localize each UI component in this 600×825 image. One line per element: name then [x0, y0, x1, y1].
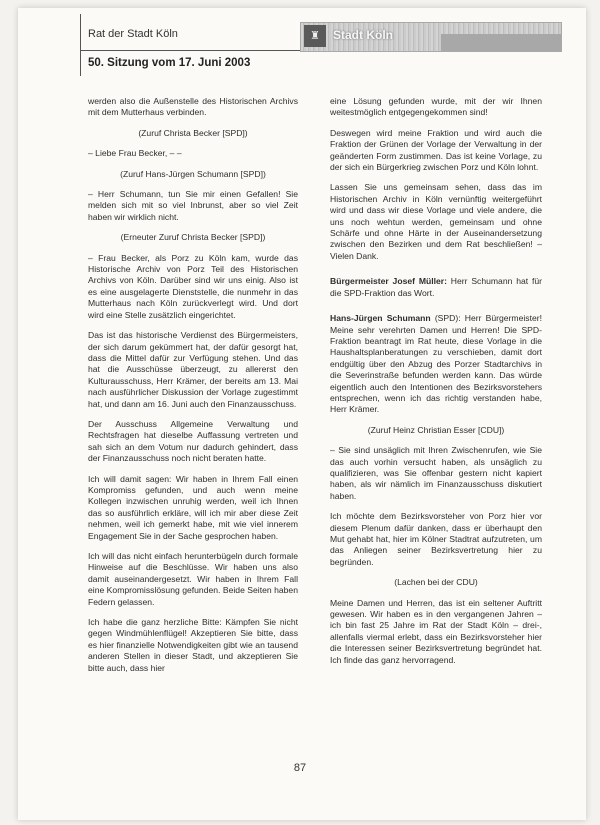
session-title: 50. Sitzung vom 17. Juni 2003: [88, 57, 251, 69]
page-number: 87: [293, 762, 307, 774]
interjection: (Erneuter Zuruf Christa Becker [SPD]): [120, 232, 266, 243]
paragraph: – Herr Schumann, tun Sie mir einen Gefallen! Sie melden sich mit so viel Inbrunst, aber so viel Zeit haben wir wirklich nicht.: [88, 189, 298, 222]
right-column: [330, 96, 542, 675]
speaker-name: Hans-Jürgen Schumann: [330, 313, 431, 324]
paragraph: Ich will damit sagen: Wir haben in Ihrem Fall einen Kompromiss gefunden, und auch wenn meine Kollegen inzwischen unruhig werden, weil ich Ihnen das so ausführlich erkläre, will ich mir aber diese Zeit nehmen, weil ich gemerkt habe, mit wie viel innerem Engagement Sie in der Sache gesprochen haben.: [88, 473, 298, 541]
header-rule-vertical: [80, 14, 81, 76]
speaker-name: Bürgermeister Josef Müller:: [330, 276, 447, 287]
left-column: [88, 96, 298, 683]
paragraph: Das ist das historische Verdienst des Bürgermeisters, der sich darum gekümmert hat, der dafür gesorgt hat, dass die Mittel dafür zur Verfügung stehen. Und das hat die Ausschüsse überzeugt, zu allererst den Kulturausschuss, Herr Krämer, der bereits am 13. Mai nach ausführlicher Diskussion der Vorlage zugestimmt hat, und dann am 16. Juni auch den Finanzausschuss.: [88, 330, 298, 409]
interjection: (Zuruf Heinz Christian Esser [CDU]): [367, 424, 505, 435]
city-banner: [300, 22, 562, 52]
interjection: (Zuruf Christa Becker [SPD]): [138, 127, 248, 138]
paragraph: Ich will das nicht einfach herunterbügeln durch formale Hinweise auf die Beschlüsse. Wir haben uns also damit auseinandergesetzt. Wir haben in Ihrem Fall eine Kompromisslösung gefunden. Beide Seiten haben Federn gelassen.: [88, 551, 298, 607]
speaker-speech: [330, 313, 542, 416]
council-name: Rat der Stadt Köln: [88, 28, 178, 40]
banner-text: Stadt Köln: [333, 28, 393, 42]
paragraph-text: Herr Schumann hat für die SPD-Fraktion das Wort.: [330, 276, 542, 298]
cathedral-skyline-icon: [441, 27, 561, 51]
interjection: (Lachen bei der CDU): [394, 577, 478, 588]
paragraph: Meine Damen und Herren, das ist ein seltener Auftritt gewesen. Wir haben es in den vergangenen Jahren – ich bin fast 25 Jahre im Rat der Stadt Köln – drei-, allenfalls viermal erlebt, dass ein Bezirksvorsteher hier die Interessen seiner Bezirksvertretung begründet hat. Ich finde das ganz hervorragend.: [330, 597, 542, 665]
paragraph: Ich möchte dem Bezirksvorsteher von Porz hier vor diesem Plenum dafür danken, dass er überhaupt den Mut gehabt hat, hier im Kölner Stadtrat aufzutreten, um das Anliegen seiner Bezirksvertretung hier zu begründen.: [330, 511, 542, 567]
paragraph: Der Ausschuss Allgemeine Verwaltung und Rechtsfragen hat dieselbe Auffassung vertreten und sah sich an dem Votum nur dadurch gehindert, dass der Finanzausschuss noch nicht beraten hatte.: [88, 418, 298, 464]
paragraph: – Liebe Frau Becker, – –: [88, 148, 182, 159]
paragraph: Lassen Sie uns gemeinsam sehen, dass das im Historischen Archiv in Köln vernünftig weitergeführt wird und dass wir diese Vorlage und viele andere, die uns noch wehtun werden, gemeinsam und ohne Schärfe und ohne Härte in der Auseinandersetzung zwischen den Bezirken und dem Rat beschließen! – Vielen Dank.: [330, 182, 542, 261]
speaker-intro: [330, 276, 542, 299]
interjection: (Zuruf Hans-Jürgen Schumann [SPD]): [120, 168, 266, 179]
paragraph-text: (SPD): Herr Bürgermeister! Meine sehr verehrten Damen und Herren! Die SPD-Fraktion beantragt im Rat heute, diese Vorlage in die Haushaltsplanberatungen zu verschieben, damit dort endgültig über den Abzug des Porzer Stadtarchivs in die Severinstraße befunden werden kann. Das würde eigentlich auch den Intentionen des Bezirksvorstehers entsprechen, wenn ich das richtig verstanden habe, Herr Krämer.: [330, 313, 542, 415]
paragraph: Deswegen wird meine Fraktion und wird auch die Fraktion der Grünen der Vorlage der Verwaltung in der geänderten Form zustimmen. Das ist keine Vorlage, zu der sich ein Bürgerkrieg zwischen Porz und Köln lohnt.: [330, 127, 542, 173]
paragraph: Ich habe die ganz herzliche Bitte: Kämpfen Sie nicht gegen Windmühlenflügel! Akzeptieren Sie bitte, dass es hier finanzielle Notwendigkeiten gibt wie an tausend anderen Stellen in dieser Stadt, und akzeptieren Sie bitte auch, dass hier: [88, 617, 298, 673]
city-crest-icon: ♜: [304, 25, 326, 47]
paragraph: – Sie sind unsäglich mit Ihren Zwischenrufen, wie Sie das auch vorhin versucht haben, als unsäglich zu qualifizieren, was Sie offenbar gestern nicht kapiert haben, als wir nämlich im Finanzausschuss diskutiert haben.: [330, 445, 542, 501]
paragraph: eine Lösung gefunden wurde, mit der wir Ihnen weitestmöglich entgegengekommen sind!: [330, 96, 542, 118]
paragraph: – Frau Becker, als Porz zu Köln kam, wurde das Historische Archiv von Porz Teil des Historischen Archivs von Köln. Darüber sind wir uns einig. Also ist es eine ausgelagerte Dienststelle, die nunmehr in das Mutterhaus nach Köln zurückverlegt wird. Und dort wird eine Stelle zusätzlich eingerichtet.: [88, 252, 298, 320]
paragraph: werden also die Außenstelle des Historischen Archivs mit dem Mutterhaus verbinden.: [88, 96, 298, 118]
